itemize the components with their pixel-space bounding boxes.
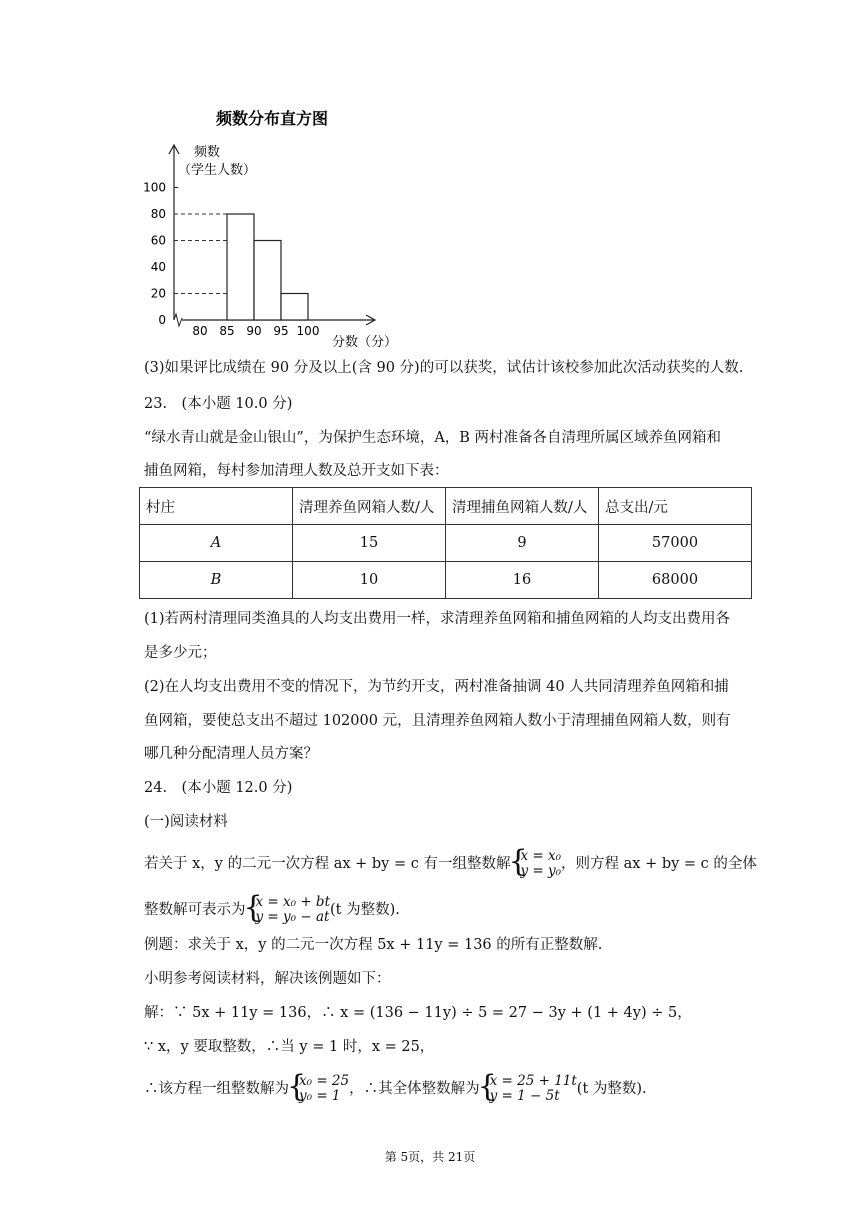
reading-material-line-2 <box>144 895 400 925</box>
example-problem: 例题：求关于 x，y 的二元一次方程 5x + 11y = 136 的所有正整数解. <box>144 937 603 953</box>
table-header-cell: 清理捕鱼网箱人数/人 <box>446 488 599 525</box>
histogram-bar <box>281 294 308 321</box>
histogram-svg <box>138 104 418 354</box>
question-24-header: 24. (本小题 12.0 分) <box>144 780 293 796</box>
x-tick-label: 95 <box>273 324 289 338</box>
equation-row: x = x₀ <box>520 848 562 864</box>
table-cell: 57000 <box>599 525 752 562</box>
reading-material-line-1 <box>144 849 757 879</box>
equation-system <box>510 849 561 879</box>
equation-system <box>289 1074 349 1104</box>
table-header-cell: 总支出/元 <box>599 488 752 525</box>
question-23-intro-line-1: “绿水青山就是金山银山”，为保护生态环境，A，B 两村准备各自清理所属区域养鱼网箱和 <box>144 430 722 446</box>
equation-system <box>246 895 331 925</box>
reading-text: (t 为整数). <box>330 902 400 918</box>
equation-row: y = 1 − 5t <box>489 1088 560 1104</box>
table-row <box>140 562 752 599</box>
table-cell: 16 <box>446 562 599 599</box>
solution-text: (t 为整数). <box>576 1081 647 1097</box>
table-cell: 9 <box>446 525 599 562</box>
table-cell: 10 <box>293 562 446 599</box>
equation-row: y₀ = 1 <box>299 1088 341 1104</box>
table-header-cell: 清理养鱼网箱人数/人 <box>293 488 446 525</box>
y-tick-label: 20 <box>150 286 166 301</box>
y-tick-label: 40 <box>150 260 166 274</box>
question-23-intro-line-2: 捕鱼网箱，每村参加清理人数及总开支如下表： <box>144 463 449 479</box>
reading-text: ，则方程 ax + by = c 的全体 <box>561 856 757 872</box>
solution-line-1: 解：∵ 5x + 11y = 136，∴ x = (136 − 11y) ÷ 5 = 27 − 3y + (1 + 4y) ÷ 5， <box>144 1005 692 1021</box>
reading-text: 整数解可表示为 <box>144 902 246 918</box>
table-row <box>140 525 752 562</box>
village-expense-table <box>139 487 752 599</box>
y-axis-label: 频数 <box>194 145 221 160</box>
question-23-part-2-line-2: 鱼网箱，要使总支出不超过 102000 元，且清理养鱼网箱人数小于清理捕鱼网箱人数，则有 <box>144 713 731 729</box>
equation-row: y = y₀ <box>520 863 562 879</box>
frequency-histogram <box>138 104 418 354</box>
question-22-part-3: (3)如果评比成绩在 90 分及以上(含 90 分)的可以获奖，试估计该校参加此次活动获奖的人数. <box>144 360 744 376</box>
question-23-part-2-line-1: (2)在人均支出费用不变的情况下，为节约开支，两村准备抽调 40 人共同清理养鱼网箱和捕 <box>144 679 729 695</box>
axis-break-mark <box>174 314 182 326</box>
table-cell: B <box>140 562 293 599</box>
solution-text: ∴该方程一组整数解为 <box>144 1081 289 1097</box>
y-tick-label: 60 <box>150 233 166 248</box>
question-23-part-1-line-2: 是多少元； <box>144 645 217 661</box>
solution-line-3 <box>144 1074 647 1104</box>
histogram-bar <box>254 241 281 321</box>
y-axis-label-unit: （学生人数） <box>178 163 257 178</box>
y-tick-label: 100 <box>143 180 166 195</box>
table-cell: 15 <box>293 525 446 562</box>
equation-row: x = x₀ + bt <box>255 894 330 910</box>
table-header-cell: 村庄 <box>140 488 293 525</box>
question-23-part-1-line-1: (1)若两村清理同类渔具的人均支出费用一样，求清理养鱼网箱和捕鱼网箱的人均支出费用各 <box>144 611 731 627</box>
page-footer: 第 5页，共 21页 <box>384 1150 476 1164</box>
table-cell: A <box>140 525 293 562</box>
y-tick-label: 80 <box>150 207 166 221</box>
equation-row: y = y₀ − at <box>255 909 330 925</box>
x-tick-label: 80 <box>192 324 208 338</box>
x-tick-label: 85 <box>219 324 235 338</box>
table-cell: 68000 <box>599 562 752 599</box>
xiaoming-intro: 小明参考阅读材料，解决该例题如下： <box>144 971 391 987</box>
question-24-subheading: (一)阅读材料 <box>144 814 228 830</box>
equation-row: x₀ = 25 <box>299 1073 350 1089</box>
chart-title: 频数分布直方图 <box>216 109 329 128</box>
question-23-header: 23. (本小题 10.0 分) <box>144 396 293 412</box>
reading-text: 若关于 x，y 的二元一次方程 ax + by = c 有一组整数解 <box>144 856 511 872</box>
table-header-row <box>140 488 752 525</box>
x-tick-label: 100 <box>296 324 320 338</box>
y-tick-label: 0 <box>158 313 166 327</box>
x-tick-label: 90 <box>246 324 262 338</box>
equation-system <box>480 1074 577 1104</box>
x-axis-label: 分数（分） <box>332 335 398 350</box>
solution-text: ，∴其全体整数解为 <box>349 1081 480 1097</box>
equation-row: x = 25 + 11t <box>489 1073 577 1089</box>
solution-line-2: ∵ x，y 要取整数，∴当 y = 1 时，x = 25， <box>144 1039 435 1055</box>
question-23-part-2-line-3: 哪几种分配清理人员方案？ <box>144 746 318 762</box>
histogram-bar <box>227 214 254 320</box>
